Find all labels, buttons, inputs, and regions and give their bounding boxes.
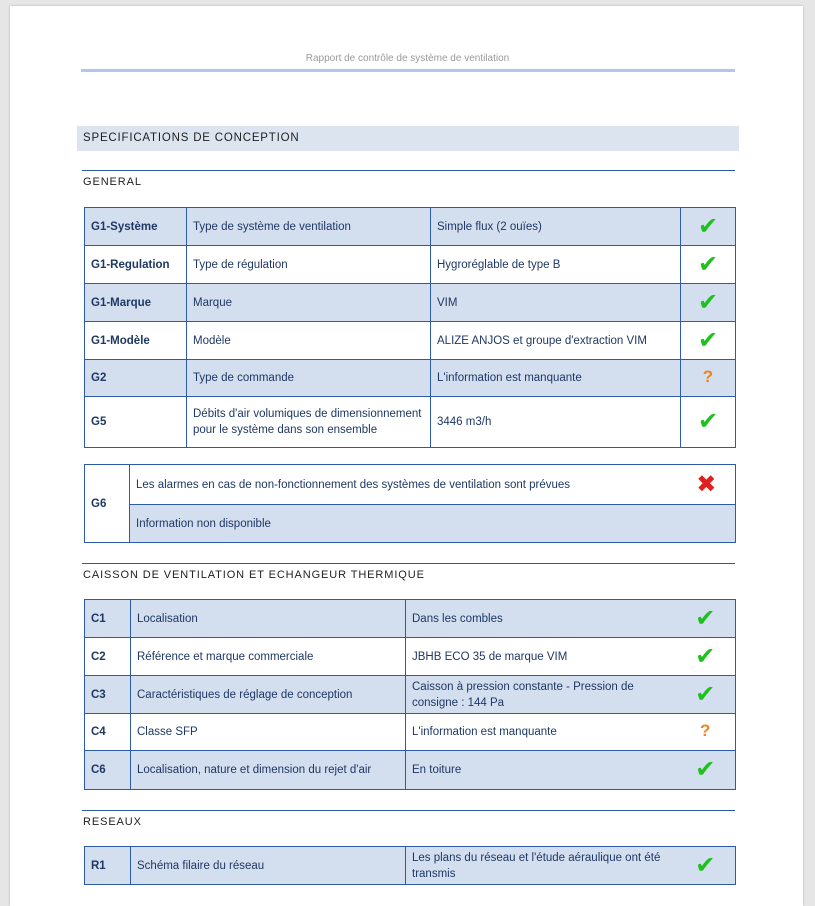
row-label: Référence et marque commerciale: [131, 638, 406, 676]
question-icon: ?: [702, 367, 714, 386]
check-icon: ✔: [697, 408, 719, 435]
row-code: G1-Système: [85, 208, 187, 246]
row-code: C1: [85, 600, 131, 638]
row-status: [681, 208, 736, 246]
row-value: Dans les combles: [406, 600, 676, 638]
row-code: G1-Modèle: [85, 322, 187, 360]
row-status: [681, 322, 736, 360]
table-row: [85, 751, 736, 790]
row-label: Caractéristiques de réglage de conception: [131, 676, 406, 714]
row-value: Les plans du réseau et l'étude aéraulique ont été transmis: [406, 847, 676, 885]
row-code: C2: [85, 638, 131, 676]
table-row: [85, 465, 736, 505]
header-rule: [81, 69, 735, 72]
reseaux-heading: RESEAUX: [83, 816, 142, 828]
table-row: [85, 505, 736, 543]
row-code: G1-Marque: [85, 284, 187, 322]
row-status: [678, 465, 736, 505]
row-value: 3446 m3/h: [431, 397, 681, 448]
row-code: G2: [85, 360, 187, 397]
row-label: Type de commande: [187, 360, 431, 397]
table-row: [85, 246, 736, 284]
reseaux-table: [84, 846, 736, 885]
check-icon: ✔: [695, 680, 716, 708]
row-status: [676, 600, 736, 638]
check-icon: ✔: [697, 288, 719, 316]
row-label: Débits d'air volumiques de dimensionnement pour le système dans son ensemble: [187, 397, 431, 448]
row-status: [676, 676, 736, 714]
row-value: L'information est manquante: [431, 360, 681, 397]
check-icon: ✔: [697, 250, 719, 278]
row-code: G5: [85, 397, 187, 448]
g6-table: [84, 464, 736, 543]
row-value: Caisson à pression constante - Pression de consigne : 144 Pa: [406, 676, 676, 714]
row-code: C4: [85, 714, 131, 751]
row-value: Hygroréglable de type B: [431, 246, 681, 284]
question-icon: ?: [700, 721, 711, 740]
row-code: G6: [85, 465, 130, 543]
check-icon: ✔: [695, 756, 716, 783]
table-row: [85, 360, 736, 397]
g6-text: Les alarmes en cas de non-fonctionnement des systèmes de ventilation sont prévues: [130, 465, 678, 505]
section-band: [77, 126, 739, 151]
row-label: Classe SFP: [131, 714, 406, 751]
row-code: R1: [85, 847, 131, 885]
g6-note: Information non disponible: [130, 505, 736, 543]
row-status: [681, 284, 736, 322]
row-label: Type de système de ventilation: [187, 208, 431, 246]
row-value: ALIZE ANJOS et groupe d'extraction VIM: [431, 322, 681, 360]
row-status: [676, 847, 736, 885]
table-row: [85, 322, 736, 360]
caisson-table: [84, 599, 736, 790]
row-label: Modèle: [187, 322, 431, 360]
table-row: [85, 714, 736, 751]
general-rule: [82, 170, 735, 171]
row-value: En toiture: [406, 751, 676, 790]
row-label: Marque: [187, 284, 431, 322]
table-row: [85, 208, 736, 246]
table-row: [85, 638, 736, 676]
table-row: [85, 397, 736, 448]
row-label: Localisation: [131, 600, 406, 638]
row-status: [676, 638, 736, 676]
row-value: Simple flux (2 ouïes): [431, 208, 681, 246]
row-code: G1-Regulation: [85, 246, 187, 284]
table-row: [85, 847, 736, 885]
row-code: C6: [85, 751, 131, 790]
row-status: [681, 360, 736, 397]
row-status: [681, 246, 736, 284]
general-table: [84, 207, 736, 448]
general-heading: GENERAL: [83, 176, 142, 188]
check-icon: ✔: [695, 604, 716, 632]
section-title: SPECIFICATIONS DE CONCEPTION: [83, 132, 300, 144]
cross-icon: ✖: [696, 470, 717, 498]
row-status: [676, 751, 736, 790]
check-icon: ✔: [697, 212, 719, 240]
check-icon: ✔: [697, 326, 719, 354]
check-icon: ✔: [695, 642, 716, 670]
reseaux-rule: [82, 810, 735, 811]
table-row: [85, 676, 736, 714]
row-status: [676, 714, 736, 751]
row-label: Schéma filaire du réseau: [131, 847, 406, 885]
row-label: Localisation, nature et dimension du rejet d'air: [131, 751, 406, 790]
row-value: VIM: [431, 284, 681, 322]
caisson-heading: CAISSON DE VENTILATION ET ECHANGEUR THERMIQUE: [83, 569, 425, 581]
check-icon: ✔: [695, 851, 716, 879]
caisson-rule: [82, 563, 735, 564]
row-status: [681, 397, 736, 448]
row-code: C3: [85, 676, 131, 714]
row-value: L'information est manquante: [406, 714, 676, 751]
row-label: Type de régulation: [187, 246, 431, 284]
row-value: JBHB ECO 35 de marque VIM: [406, 638, 676, 676]
page-header: Rapport de contrôle de système de ventilation: [305, 53, 510, 64]
table-row: [85, 600, 736, 638]
table-row: [85, 284, 736, 322]
